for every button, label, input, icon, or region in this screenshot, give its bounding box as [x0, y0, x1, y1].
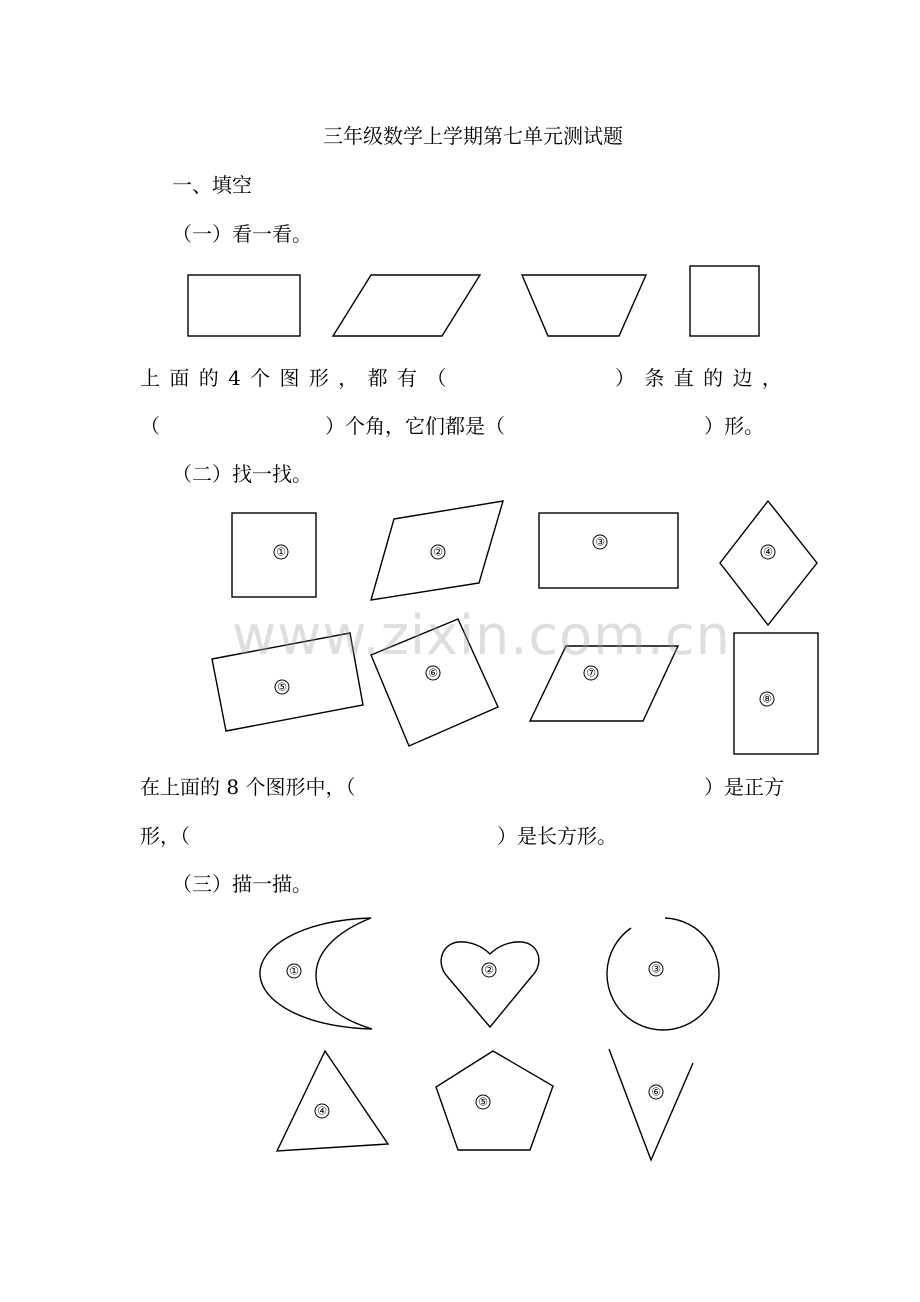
fill-text: ）个角，它们都是（: [325, 414, 505, 438]
fill-text: 形，（: [140, 824, 190, 848]
section-heading: 一、填空: [172, 173, 252, 197]
fill-char: 的: [198, 366, 219, 390]
label-3: ③: [595, 535, 605, 549]
fill-text: ）形。: [704, 414, 764, 438]
fill-char: 的: [703, 366, 724, 390]
fill-char: 上: [140, 366, 160, 390]
label-2: ②: [484, 963, 494, 977]
part2-heading: （二）找一找。: [172, 462, 312, 486]
label-2: ②: [433, 545, 443, 559]
label-1: ①: [276, 545, 286, 559]
part1-heading: （一）看一看。: [172, 222, 312, 246]
fill-char: 4: [228, 366, 241, 390]
fill-char: （: [426, 366, 447, 390]
fill-char: 面: [169, 366, 190, 390]
fill-text: 在上面的 8 个图形中，（: [140, 775, 356, 799]
fill-char: 直: [673, 366, 694, 390]
label-1: ①: [289, 964, 299, 978]
label-4: ④: [317, 1104, 327, 1118]
label-6: ⑥: [651, 1085, 661, 1099]
label-8: ⑧: [762, 692, 772, 706]
fill-char: 形: [308, 366, 329, 390]
watermark: www.zixin.com.cn: [232, 604, 731, 667]
page-title: 三年级数学上学期第七单元测试题: [323, 124, 623, 148]
fill-char: 个: [250, 366, 271, 390]
label-7: ⑦: [586, 666, 596, 680]
fill-char: 条: [644, 366, 665, 390]
label-4: ④: [763, 545, 773, 559]
fill-char: 边: [732, 366, 753, 390]
fill-char: ）: [615, 366, 636, 390]
fill-char: ，: [761, 366, 782, 390]
label-5: ⑤: [277, 680, 287, 694]
fill-text: ）是长方形。: [497, 824, 617, 848]
part3-heading: （三）描一描。: [172, 872, 312, 896]
label-6: ⑥: [428, 666, 438, 680]
fill-char: 都: [367, 366, 388, 390]
label-5: ⑤: [478, 1095, 488, 1109]
fill-char: 图: [279, 366, 300, 390]
fill-char: ，: [338, 366, 359, 390]
fill-paren-open: （: [140, 414, 160, 438]
label-3: ③: [651, 962, 661, 976]
fill-char: 有: [396, 366, 417, 390]
fill-text: ）是正方: [704, 775, 784, 799]
